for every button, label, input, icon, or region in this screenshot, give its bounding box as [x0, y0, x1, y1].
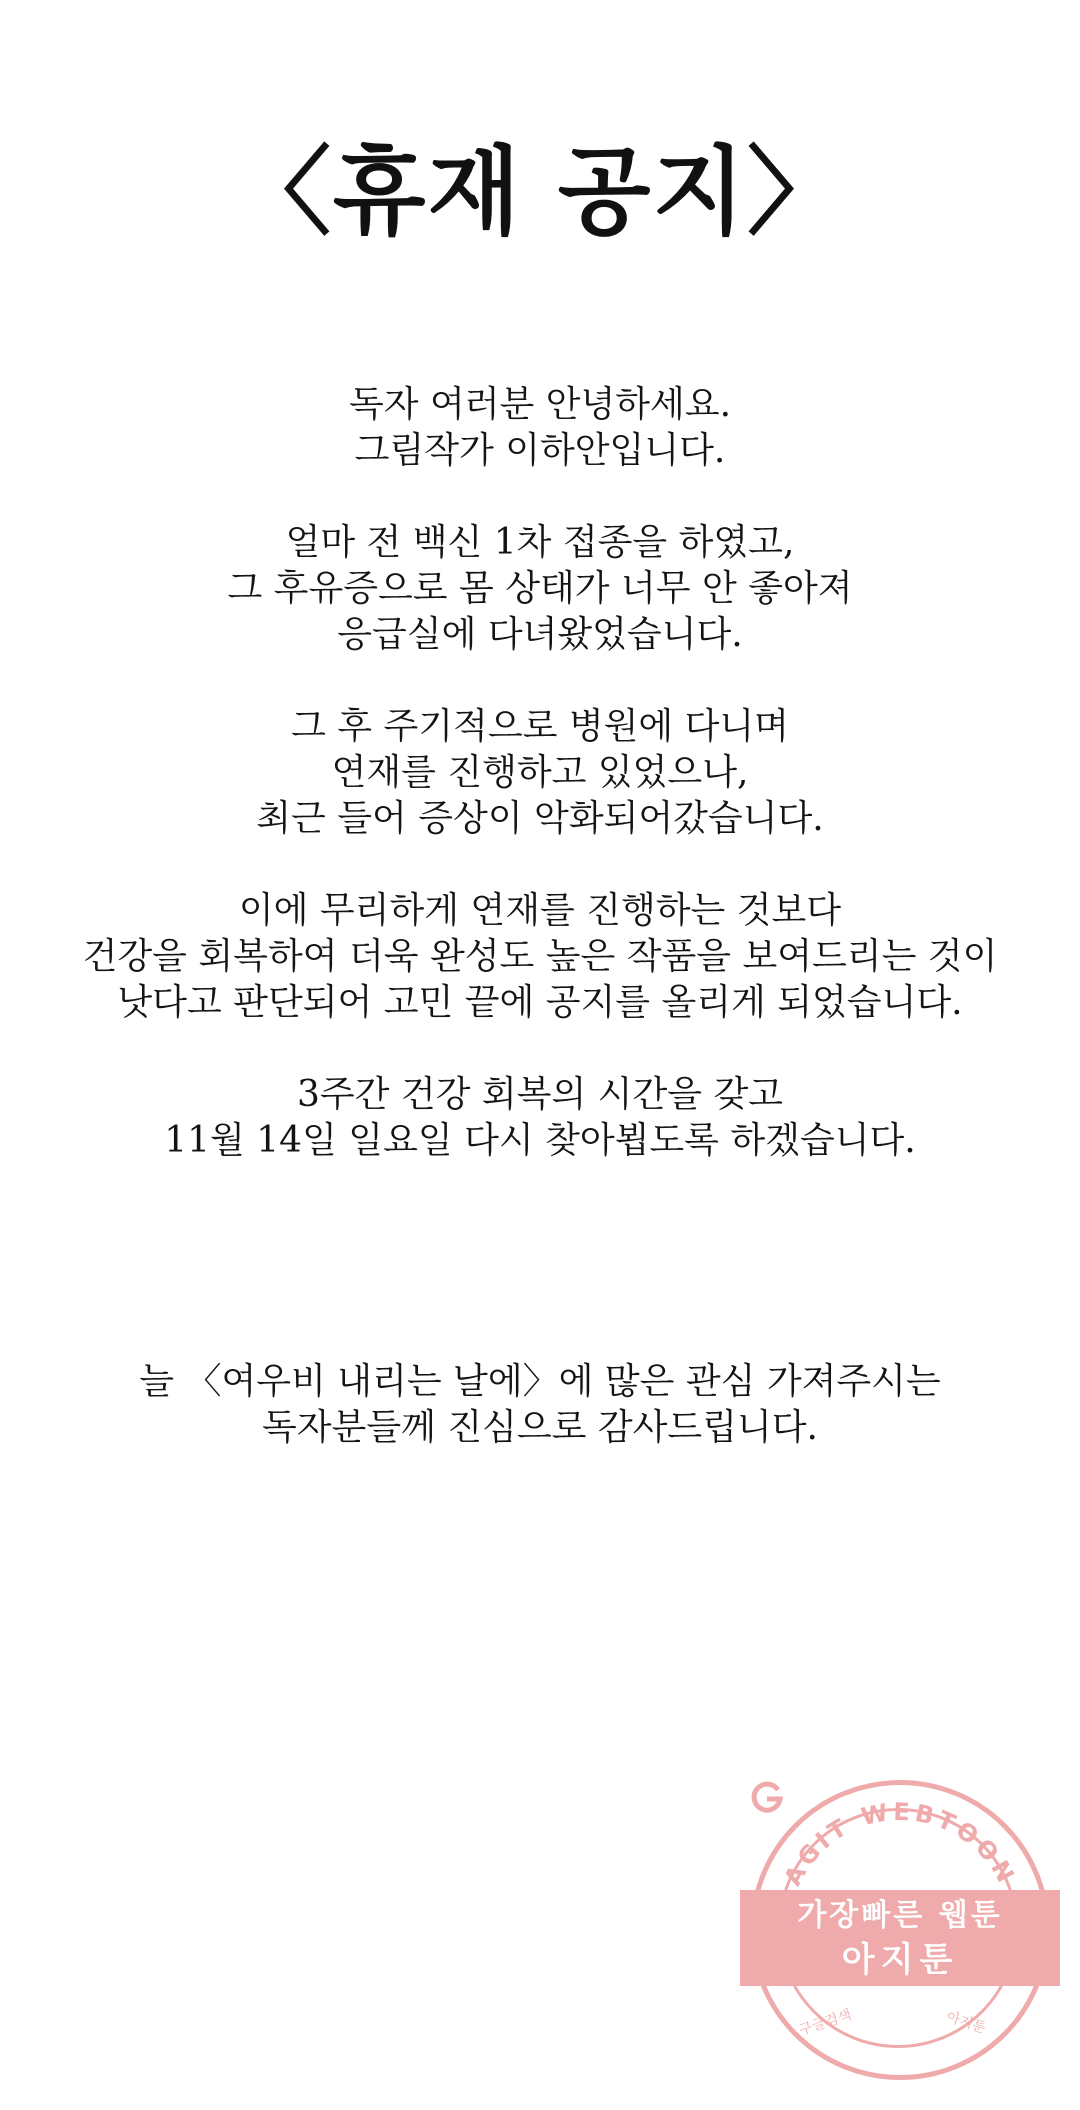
- google-g-icon: [750, 1780, 784, 1814]
- text-line: 독자 여러분 안녕하세요.: [348, 384, 732, 425]
- text-line: 최근 들어 증상이 악화되어갔습니다.: [256, 798, 824, 839]
- paragraph-greeting: [0, 382, 1080, 474]
- text-line: 늘 〈여우비 내리는 날에〉에 많은 관심 가져주시는: [139, 1361, 941, 1402]
- notice-body: [0, 382, 1080, 1497]
- stamp-banner-line2: 아지툰: [841, 1940, 959, 1980]
- text-line: 이에 무리하게 연재를 진행하는 것보다: [238, 890, 842, 931]
- text-line: 3주간 건강 회복의 시간을 갖고: [297, 1074, 783, 1115]
- stamp-banner-line1: 가장빠른 웹툰: [797, 1898, 1003, 1933]
- text-line: 연재를 진행하고 있었으나,: [331, 752, 749, 793]
- text-line: 응급실에 다녀왔었습니다.: [337, 614, 743, 655]
- stamp-banner: [740, 1890, 1060, 1986]
- text-line: 그 후 주기적으로 병원에 다니며: [291, 706, 789, 747]
- notice-title: 〈휴재 공지〉: [234, 136, 846, 248]
- stamp-arc-label: AGIT WEBTOON: [778, 1797, 1022, 1891]
- text-line: 11월 14일 일요일 다시 찾아뵙도록 하겠습니다.: [164, 1120, 916, 1161]
- text-line: 그 후유증으로 몸 상태가 너무 안 좋아져: [227, 568, 853, 609]
- paragraph-vaccine: [0, 520, 1080, 658]
- paragraph-thanks: [0, 1359, 1080, 1451]
- stamp-small-right: 아지툰: [944, 2009, 988, 2037]
- text-line: 낫다고 판단되어 고민 끝에 공지를 올리게 되었습니다.: [117, 982, 963, 1023]
- text-line: 그림작가 이하안입니다.: [354, 430, 726, 471]
- paragraph-hospital: [0, 704, 1080, 842]
- stamp-small-left: 구글검색: [797, 2006, 854, 2039]
- text-line: 얼마 전 백신 1차 접종을 하였고,: [285, 522, 795, 563]
- text-line: 독자분들께 진심으로 감사드립니다.: [262, 1407, 818, 1448]
- paragraph-return-date: [0, 1072, 1080, 1164]
- watermark-stamp: [750, 1780, 1050, 2080]
- text-line: 건강을 회복하여 더욱 완성도 높은 작품을 보여드리는 것이: [82, 936, 998, 977]
- svg-text:AGIT WEBTOON: [779, 1798, 1022, 1891]
- paragraph-decision: [0, 888, 1080, 1026]
